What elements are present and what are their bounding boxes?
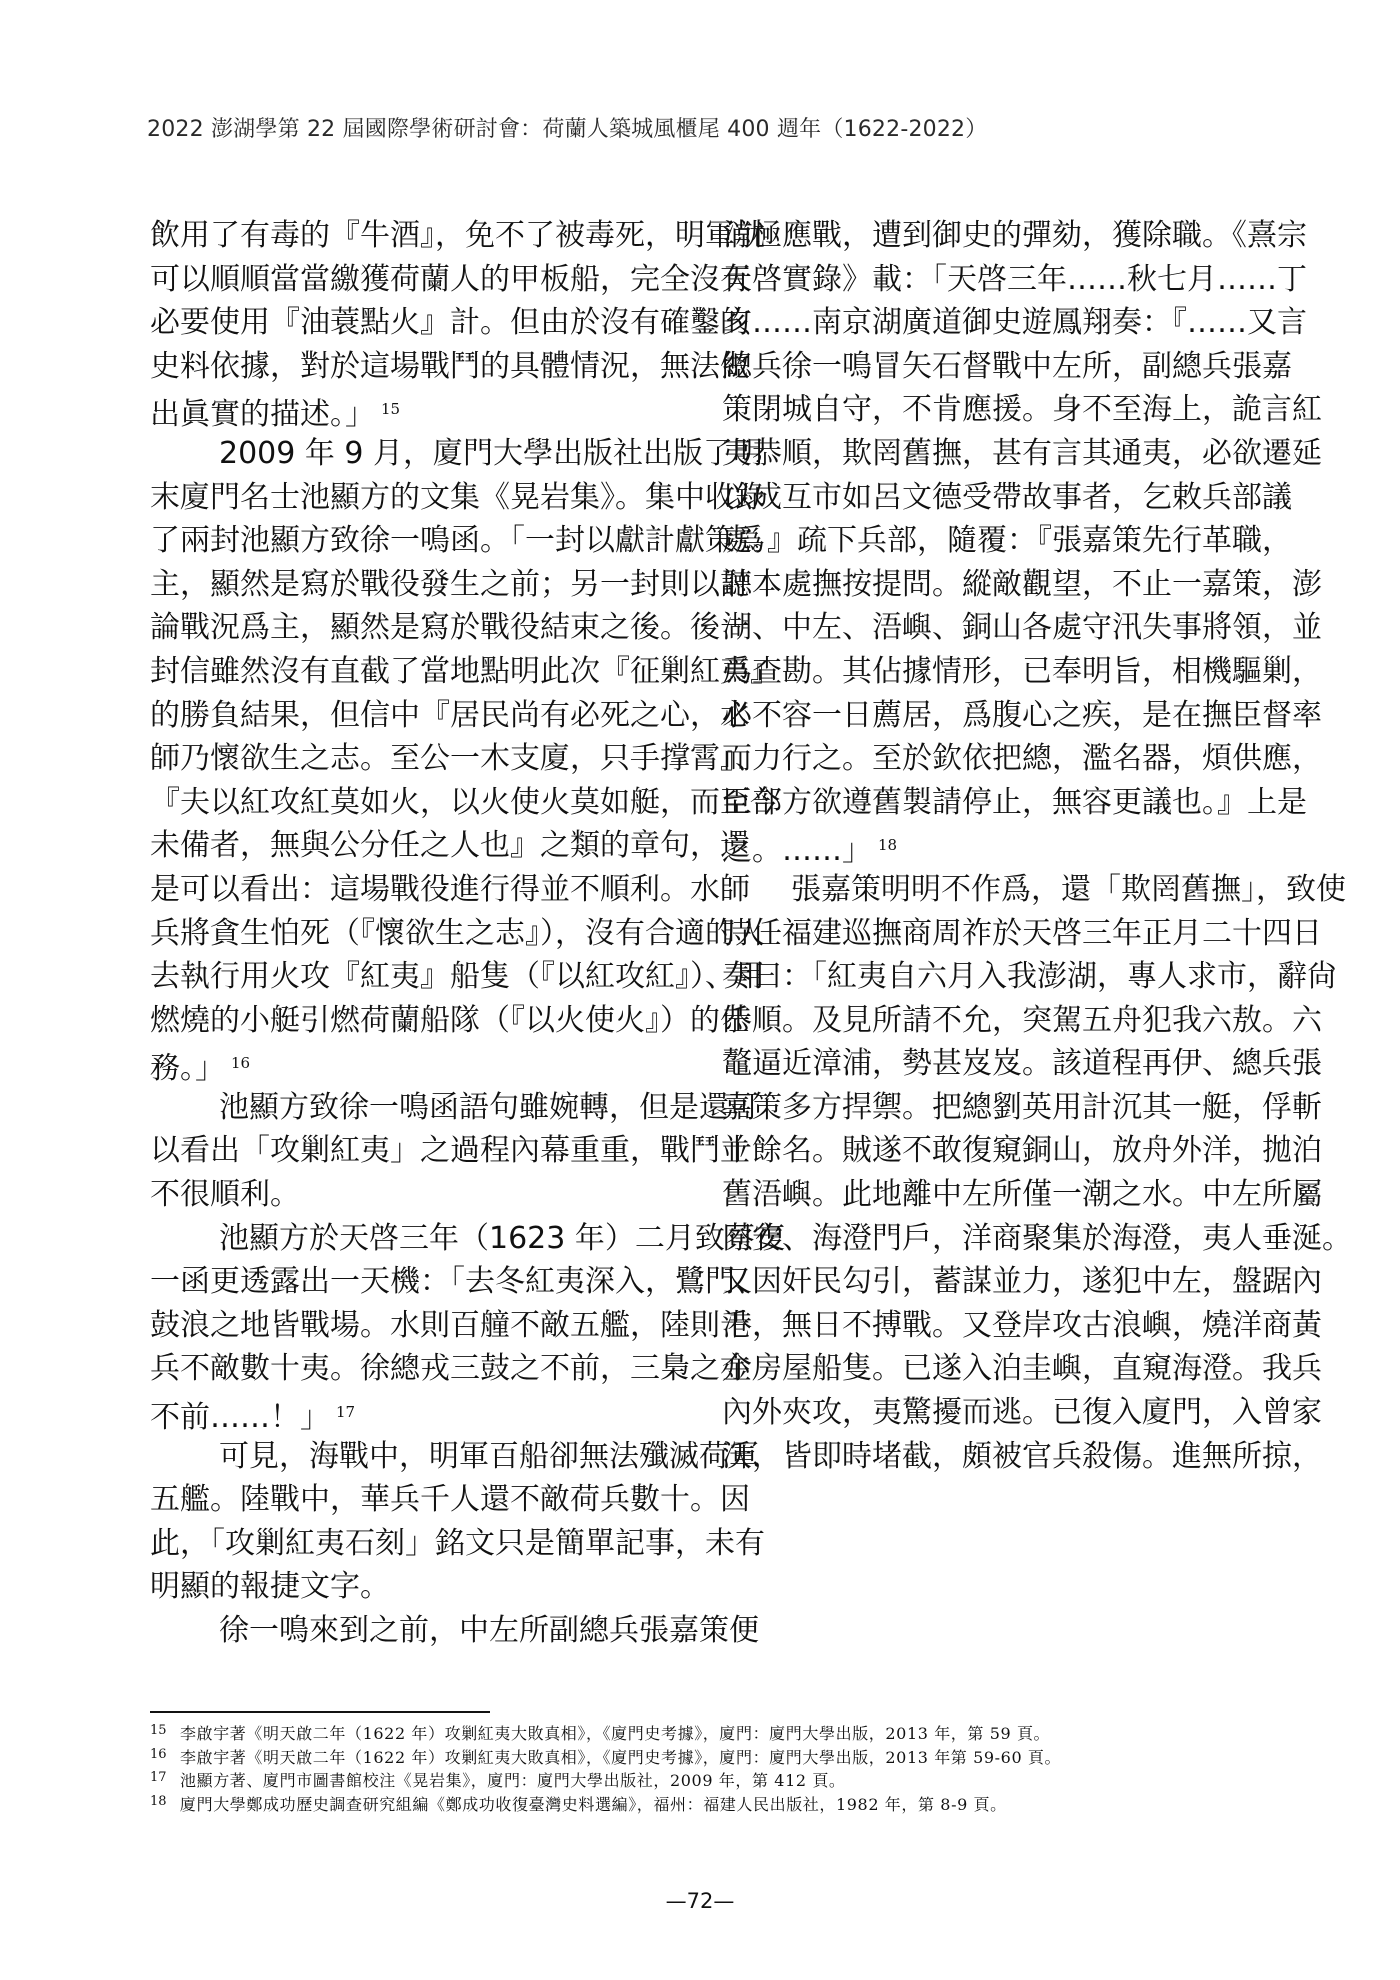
text-line-content: 消極應戰，遭到御史的彈劾，獲除職。《熹宗	[722, 218, 1307, 253]
text-line	[722, 868, 1346, 912]
footnote-reference[interactable]: 18	[878, 836, 898, 855]
text-line	[722, 1304, 1322, 1348]
text-line-content: 爲查勘。其佔據情形，已奉明旨，相機驅剿，	[722, 653, 1322, 689]
text-line	[722, 1173, 1322, 1217]
text-line	[722, 345, 1292, 389]
text-line-content: 未備者，無與公分任之人也』之類的章句，還	[150, 828, 750, 864]
text-line	[150, 694, 750, 738]
text-line	[722, 1347, 1322, 1391]
text-line	[150, 1173, 668, 1217]
text-line	[722, 999, 1322, 1043]
text-line-content: 總兵徐一鳴冒矢石督戰中左所，副總兵張嘉	[722, 348, 1292, 384]
text-line-content: 師乃懷欲生之志。至公一木支廈，只手撑霄』、	[150, 741, 765, 777]
text-line	[150, 606, 750, 650]
footnote-number: 15	[150, 1723, 167, 1738]
text-line-content: 論戰況爲主，顯然是寫於戰役結束之後。後一	[150, 610, 750, 646]
footnotes	[150, 1722, 1260, 1816]
footnote	[150, 1769, 1260, 1793]
text-line	[722, 1042, 1322, 1086]
text-line	[150, 999, 750, 1043]
text-line-content: 末廈門名士池顯方的文集《晃岩集》。集中收錄	[150, 479, 765, 515]
text-line-content: 策閉城自守，不肯應援。身不至海上，詭言紅	[722, 392, 1322, 428]
text-line-content: 兵將貪生怕死（『懷欲生之志』），沒有合適的人	[150, 915, 765, 951]
text-line	[150, 1522, 765, 1566]
text-line-content: 張嘉策明明不作爲，還「欺罔舊撫」，致使	[791, 871, 1346, 907]
text-line	[722, 1260, 1322, 1304]
text-line-content: 史料依據，對於這場戰鬥的具體情況，無法做	[150, 348, 750, 384]
page-number: —72—	[665, 1889, 735, 1913]
text-line-content: 恭順。及見所請不允，突駕五舟犯我六敖。六	[722, 1002, 1322, 1038]
text-line	[150, 432, 764, 476]
text-line-content: 池顯方於天啓三年（1623 年）二月致蔡復	[219, 1220, 785, 1256]
text-line-content: 亥……南京湖廣道御史遊鳳翔奏：『……又言	[722, 305, 1307, 341]
text-line	[722, 476, 1292, 520]
running-header: 2022 澎湖學第 22 屆國際學術研討會：荷蘭人築城風櫃尾 400 週年（1622-2022）	[147, 117, 988, 142]
text-line-content: 主，顯然是寫於戰役發生之前；另一封則以討	[150, 566, 750, 602]
text-line-content: 飲用了有毒的『牛酒』，免不了被毒死，明軍就	[150, 218, 765, 253]
text-line-content: 池顯方致徐一鳴函語句雖婉轉，但是還可	[219, 1089, 759, 1125]
text-line-content: 聽本處撫按提問。縱敵觀望，不止一嘉策，澎	[722, 566, 1322, 602]
text-line-content: 徐一鳴來到之前，中左所副總兵張嘉策便	[219, 1613, 759, 1648]
text-line	[722, 694, 1322, 738]
text-line	[150, 1565, 668, 1609]
text-line-content: 了兩封池顯方致徐一鳴函。「一封以獻計獻策爲	[150, 523, 765, 559]
text-line-content: 此，「攻剿紅夷石刻」銘文只是簡單記事，未有	[150, 1525, 765, 1561]
text-line	[722, 1391, 1322, 1435]
footnote-text: 李啟宇著《明天啟二年（1622 年）攻剿紅夷大敗真相》，《廈門史考據》，廈門：廈門大學出版，2013 年第 59-60 頁。	[180, 1747, 1062, 1767]
text-line-content: 港，無日不搏戰。又登岸攻古浪嶼，燒洋商黃	[722, 1307, 1322, 1343]
text-line-content: 舊浯嶼。此地離中左所僅一潮之水。中左所屬	[722, 1177, 1322, 1213]
text-line	[722, 214, 1307, 258]
text-line-content: 一函更透露出一天機：「去冬紅夷深入，鷺門、	[150, 1264, 765, 1300]
text-line	[150, 1086, 759, 1130]
text-line	[722, 781, 1307, 825]
text-line-content: 夷恭順，欺罔舊撫，甚有言其通夷，必欲遷延	[722, 435, 1322, 471]
text-line-content: 兵不敵數十夷。徐總戎三鼓之不前，三梟之亦	[150, 1351, 750, 1387]
text-line-content: 以看出「攻剿紅夷」之過程內幕重重，戰鬥並	[150, 1133, 750, 1169]
text-line	[150, 476, 765, 520]
footnote-number: 17	[150, 1770, 167, 1785]
text-line	[150, 301, 750, 345]
text-line	[150, 563, 750, 607]
text-line	[150, 650, 780, 694]
text-line-content: 處。』疏下兵部，隨覆：『張嘉策先行革職，	[722, 523, 1292, 559]
text-line-content: 的勝負結果，但信中『居民尚有必死之心，水	[150, 697, 750, 733]
text-line	[150, 781, 780, 825]
text-line	[722, 912, 1322, 956]
text-line-content: 湖、中左、浯嶼、銅山各處守汛失事將領，並	[722, 610, 1322, 646]
text-line-content: 可以順順當當繳獲荷蘭人的甲板船，完全沒有	[150, 261, 750, 297]
footnote-reference[interactable]: 17	[336, 1403, 356, 1422]
text-line	[150, 214, 765, 258]
text-line-content: 必要使用『油蓑點火』計。但由於沒有確鑿的	[150, 305, 750, 341]
text-line-content: 沃，皆即時堵截，頗被官兵殺傷。進無所掠，	[722, 1438, 1322, 1474]
text-line	[150, 824, 750, 868]
text-line	[722, 301, 1307, 345]
footnote-text: 李啟宇著《明天啟二年（1622 年）攻剿紅夷大敗真相》，《廈門史考據》，廈門：廈門大學出版，2013 年，第 59 頁。	[180, 1724, 1051, 1743]
text-line	[150, 1609, 759, 1653]
footnote-reference[interactable]: 16	[231, 1054, 251, 1073]
text-line	[150, 1129, 750, 1173]
footnote-reference[interactable]: 15	[381, 400, 401, 419]
text-line	[150, 1304, 750, 1348]
text-line	[722, 388, 1322, 432]
text-line	[722, 955, 1337, 999]
text-line-content: 而力行之。至於欽依把總，濫名器，煩供應，	[722, 741, 1322, 777]
text-line	[150, 868, 750, 912]
text-line-content: 之。……」	[722, 833, 872, 869]
text-line	[722, 1129, 1322, 1173]
text-line-content: 可見，海戰中，明軍百船卻無法殲滅荷軍	[219, 1438, 759, 1474]
text-line-content: 奏曰：「紅夷自六月入我澎湖，專人求市，辭尙	[722, 959, 1337, 995]
text-line	[150, 955, 765, 999]
text-line	[150, 1260, 765, 1304]
text-line-content: 鼇逼近漳浦，勢甚岌岌。該道程再伊、總兵張	[722, 1046, 1322, 1082]
text-line	[722, 563, 1322, 607]
text-line-content: 出眞實的描述。」	[150, 397, 375, 433]
text-line-content: 封信雖然沒有直截了當地點明此次『征剿紅夷』	[150, 653, 780, 689]
text-line	[722, 606, 1322, 650]
text-line	[150, 912, 765, 956]
footnote	[150, 1793, 1260, 1817]
text-line-content: 五艦。陸戰中，華兵千人還不敵荷兵數十。因	[150, 1482, 750, 1518]
text-line	[150, 1217, 785, 1261]
text-line-content: 燃燒的小艇引燃荷蘭船隊（『以火使火』）的任	[150, 1002, 750, 1038]
text-line	[722, 1086, 1322, 1130]
text-line	[150, 1478, 750, 1522]
footnote-text: 廈門大學鄭成功歷史調查研究組編《鄭成功收復臺灣史料選編》，福州：福建人民出版社，1982 年，第 8-9 頁。	[180, 1794, 1007, 1814]
text-line-content: 十餘名。賊遂不敢復窺銅山，放舟外洋，拋泊	[722, 1133, 1322, 1169]
text-line	[150, 737, 765, 781]
text-line-content: 鼓浪之地皆戰場。水則百艟不敵五艦，陸則千	[150, 1307, 750, 1343]
text-line	[722, 650, 1322, 694]
text-line-content: 內外夾攻，夷驚擾而逃。已復入廈門，入曾家	[722, 1395, 1322, 1431]
text-line	[722, 737, 1322, 781]
text-line	[150, 1042, 668, 1086]
text-line	[150, 1347, 750, 1391]
left-text-column	[150, 214, 785, 1653]
text-line	[150, 1435, 759, 1479]
text-line-content: 務。」	[150, 1051, 225, 1087]
text-line-content: 明顯的報捷文字。	[150, 1569, 390, 1605]
text-line	[150, 388, 668, 432]
text-line	[722, 432, 1322, 476]
text-line-content: 『夫以紅攻紅莫如火，以火使火莫如艇，而至今	[150, 784, 780, 820]
text-line-content: 又因奸民勾引，蓄謀並力，遂犯中左，盤踞內	[722, 1264, 1322, 1300]
text-line-content: 2009 年 9 月，廈門大學出版社出版了明	[219, 435, 764, 471]
text-line	[722, 824, 1245, 868]
text-line	[722, 519, 1292, 563]
footnote-text: 池顯方著、廈門市圖書館校注《晃岩集》，廈門：廈門大學出版社，2009 年，第 412 頁。	[180, 1771, 846, 1790]
footnote	[150, 1722, 1260, 1746]
text-line-content: 金房屋船隻。已遂入泊圭嶼，直窺海澄。我兵	[722, 1351, 1322, 1387]
text-line-content: 是可以看出：這場戰役進行得並不順利。水師	[150, 871, 750, 907]
text-line-content: 必不容一日薦居，爲腹心之疾，是在撫臣督率	[722, 697, 1322, 733]
text-line-content: 以成互市如呂文德受帶故事者，乞敕兵部議	[722, 479, 1292, 515]
text-line	[722, 1435, 1322, 1479]
text-line-content: 不前……！」	[150, 1400, 330, 1436]
text-line	[722, 258, 1307, 302]
footnote-number: 18	[150, 1793, 167, 1809]
footnote-number: 16	[150, 1746, 167, 1762]
text-line	[150, 345, 750, 389]
footnote-separator	[150, 1711, 490, 1713]
text-line-content: 同安、海澄門戶，洋商聚集於海澄，夷人垂涎。	[722, 1220, 1352, 1256]
text-line-content: 不很順利。	[150, 1177, 300, 1213]
footnote	[150, 1746, 1260, 1770]
right-text-column	[722, 214, 1352, 1478]
text-line	[150, 1391, 668, 1435]
text-line-content: 臣部方欲遵舊製請停止，無容更議也。』上是	[722, 784, 1307, 820]
text-line	[150, 519, 765, 563]
text-line-content: 嘉策多方捍禦。把總劉英用計沉其一艇，俘斬	[722, 1089, 1322, 1125]
text-line	[150, 258, 750, 302]
text-line-content: 時任福建巡撫商周祚於天啓三年正月二十四日	[722, 915, 1322, 951]
text-line	[722, 1217, 1352, 1261]
text-line-content: 天啓實錄》載：「天啓三年……秋七月……丁	[722, 261, 1307, 297]
text-line-content: 去執行用火攻『紅夷』船隻（『以紅攻紅』）、用	[150, 959, 765, 995]
